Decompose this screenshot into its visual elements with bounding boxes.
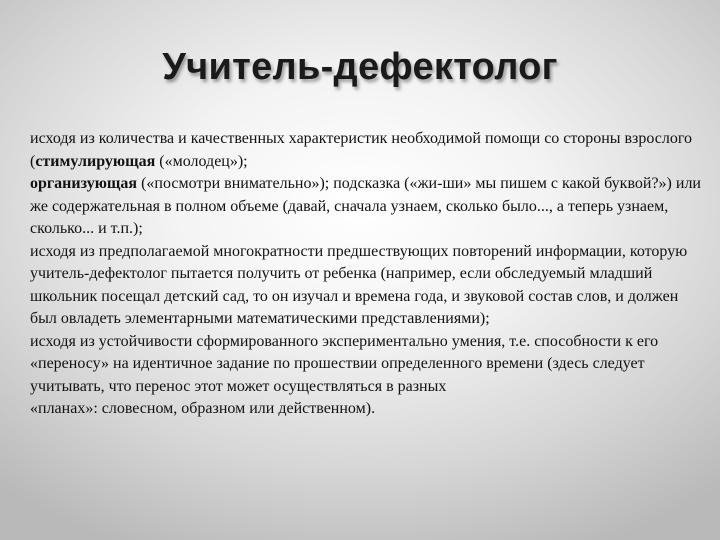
paragraph-5: «планах»: словесном, образном или действенном). — [30, 400, 376, 417]
paragraph-1-end: («молодец»); — [155, 152, 248, 170]
paragraph-1-bold: стимулирующая — [35, 152, 156, 170]
paragraph-1-text: исходя из количества и качественных характеристик необходимой помощи со стороны взрослого ( — [30, 130, 693, 170]
slide-title: Учитель-дефектолог — [162, 46, 558, 88]
paragraph-1 — [30, 128, 705, 173]
paragraph-2-bold: организующая — [30, 175, 138, 192]
slide-body — [30, 128, 705, 421]
paragraph-2-text: («посмотри внимательно»); подсказка («жи-ши» мы пишем с какой буквой?») или же содержательная в полном объеме (давай, сначала узнаем, сколько было..., а теперь узнаем, сколько... и т.п.); — [30, 175, 701, 237]
paragraph-4: исходя из устойчивости сформированного экспериментально умения, т.е. способности к его «переносу» на идентичное задание по прошествии определенного времени (здесь следует учитывать, что перенос этот может осуществляться в разных — [30, 332, 659, 395]
paragraph-3: исходя из предполагаемой многократности предшествующих повторений информации, которую учитель-дефектолог пытается получить от ребенка (например, если обследуемый младший школьник посещал детский сад, то он изучал и времена года, и звуковой состав слов, и должен был овладеть элементарными математическими представлениями); — [30, 242, 688, 327]
paragraph-2 — [30, 173, 705, 241]
